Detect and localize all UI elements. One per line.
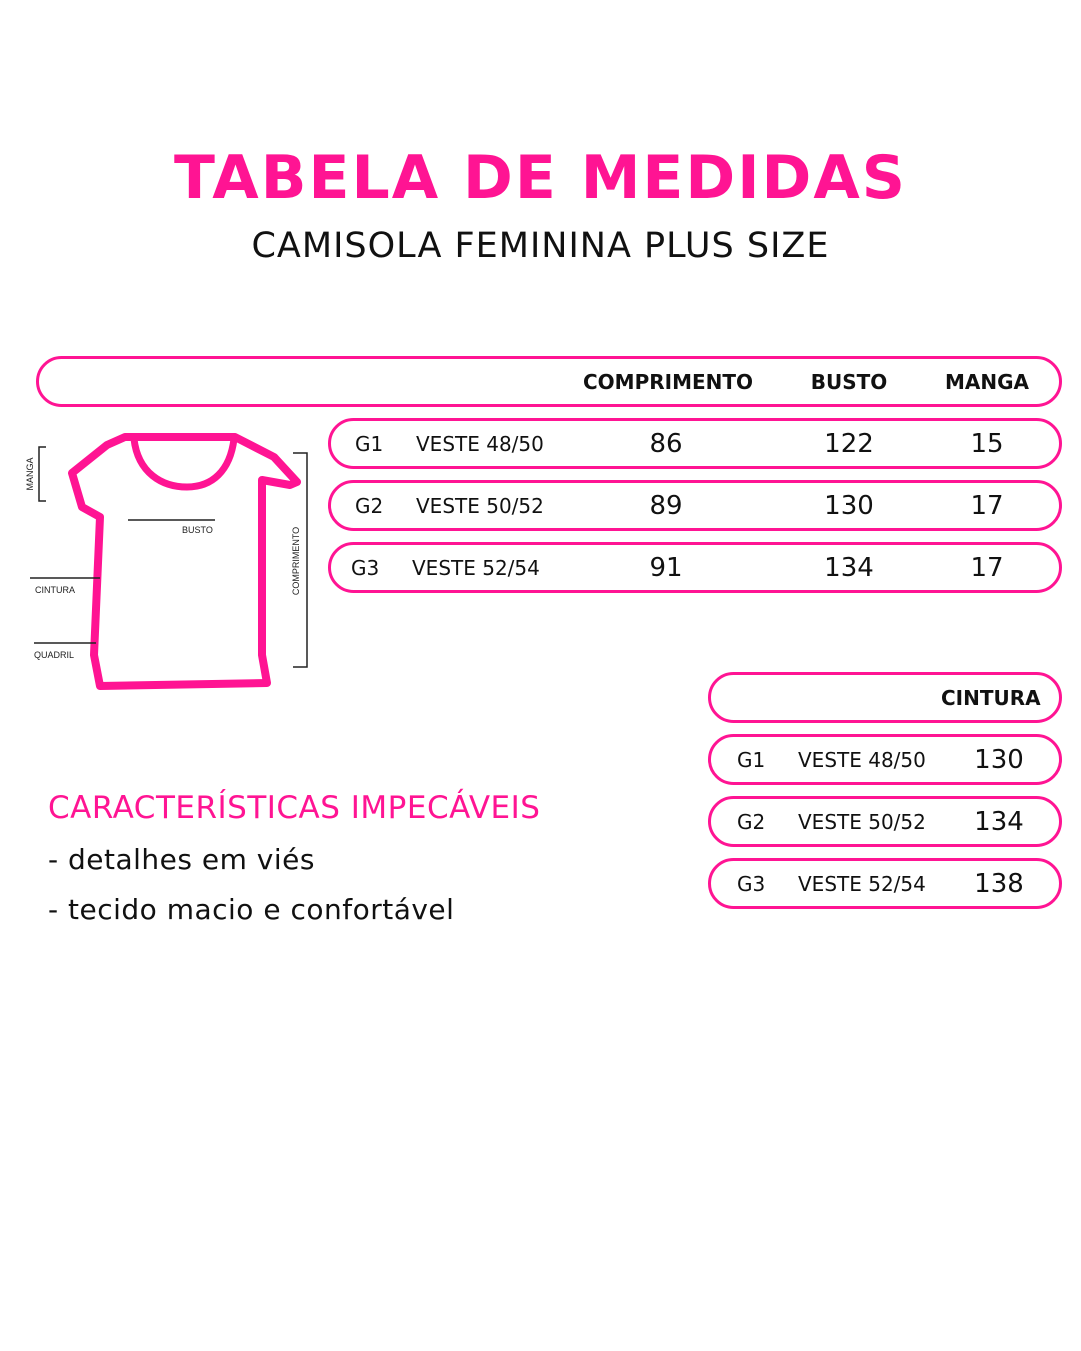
veste-label: VESTE 50/52	[798, 809, 926, 834]
manga-label: MANGA	[25, 457, 35, 491]
size-label: G1	[737, 747, 766, 772]
veste-label: VESTE 52/54	[412, 555, 540, 580]
size-label: G2	[737, 809, 766, 834]
busto-value: 130	[824, 490, 874, 521]
main-table-header	[36, 356, 1062, 407]
veste-label: VESTE 52/54	[798, 871, 926, 896]
busto-label: BUSTO	[182, 525, 213, 535]
feature-item: - tecido macio e confortável	[48, 893, 455, 926]
manga-bracket	[39, 447, 46, 501]
comprimento-label: COMPRIMENTO	[291, 526, 301, 596]
column-header-busto: BUSTO	[810, 369, 888, 394]
quadril-label: QUADRIL	[34, 650, 75, 660]
waist-table-header	[708, 672, 1062, 723]
veste-label: VESTE 48/50	[798, 747, 926, 772]
table-row	[328, 542, 1062, 593]
cintura-value: 134	[974, 806, 1024, 837]
table-row	[708, 796, 1062, 847]
features-title: CARACTERÍSTICAS IMPECÁVEIS	[48, 790, 541, 826]
table-row	[708, 734, 1062, 785]
manga-value: 15	[970, 428, 1004, 459]
column-header-cintura: CINTURA	[941, 685, 1041, 710]
table-row	[328, 480, 1062, 531]
page-subtitle: CAMISOLA FEMININA PLUS SIZE	[251, 226, 830, 266]
manga-value: 17	[970, 552, 1004, 583]
cintura-value: 130	[974, 744, 1024, 775]
neckline	[134, 439, 234, 487]
shirt-outline	[72, 437, 297, 686]
comprimento-value: 86	[649, 428, 683, 459]
busto-value: 122	[824, 428, 874, 459]
size-label: G2	[355, 493, 384, 518]
page-title: TABELA DE MEDIDAS	[174, 143, 907, 213]
feature-item: - detalhes em viés	[48, 843, 315, 876]
table-row	[328, 418, 1062, 469]
table-row	[708, 858, 1062, 909]
busto-value: 134	[824, 552, 874, 583]
cintura-value: 138	[974, 868, 1024, 899]
comprimento-value: 89	[649, 490, 683, 521]
size-label: G1	[355, 431, 384, 456]
column-header-manga: MANGA	[944, 369, 1029, 394]
comprimento-value: 91	[649, 552, 683, 583]
column-header-comprimento: COMPRIMENTO	[582, 369, 754, 394]
veste-label: VESTE 48/50	[416, 431, 544, 456]
cintura-label: CINTURA	[35, 585, 75, 595]
size-label: G3	[351, 555, 380, 580]
shirt-measurement-diagram	[22, 425, 322, 695]
size-label: G3	[737, 871, 766, 896]
veste-label: VESTE 50/52	[416, 493, 544, 518]
manga-value: 17	[970, 490, 1004, 521]
